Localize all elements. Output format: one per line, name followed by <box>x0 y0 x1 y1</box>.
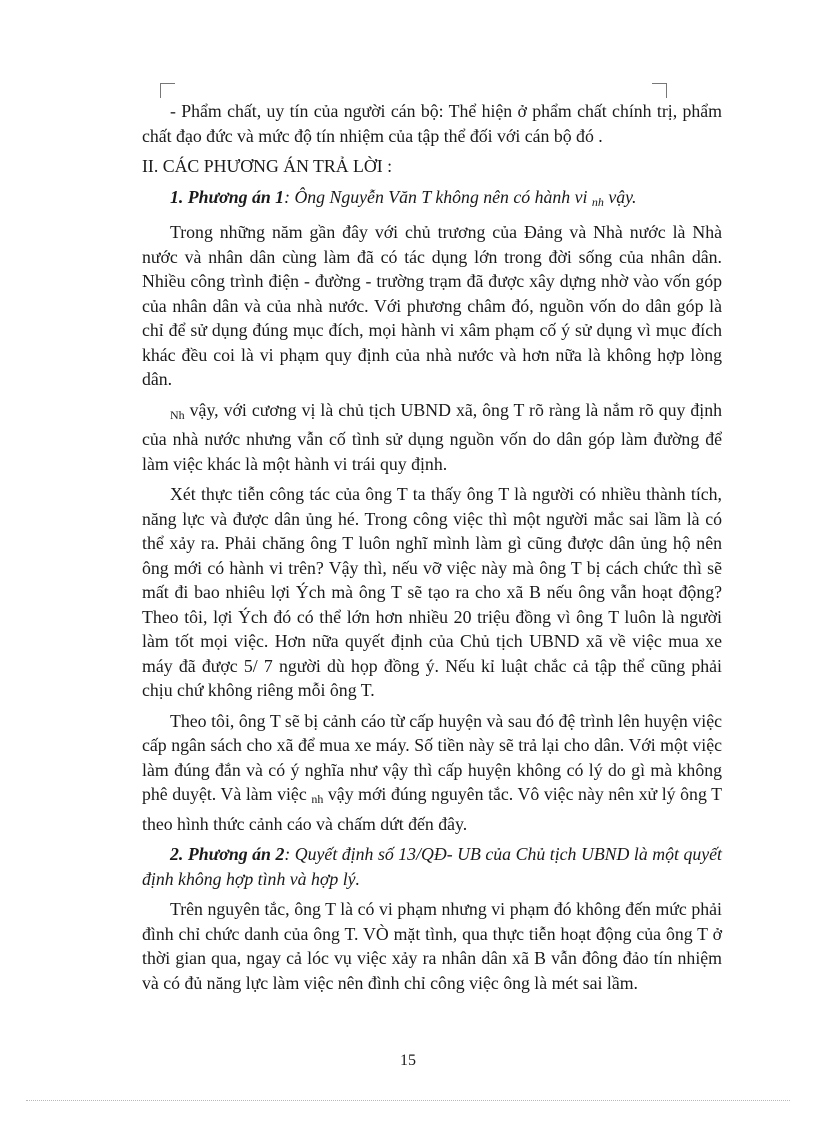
crop-mark-top-right <box>652 83 667 98</box>
option-2-label: 2. Phương án 2 <box>170 844 285 864</box>
paragraph-opinion-a: Theo tôi, ông T sẽ bị cảnh cáo từ cấp huyện và sau đó đệ trình lên huyện việc cấp ngân sách cho xã để mua xe máy. Số tiền này sẽ trả lại cho dân. Với một việc làm đúng đắn và có ý nghĩa như vậy thì cấp huyện không có lý do gì mà không phê duyệt. Và làm việc <box>142 710 722 804</box>
section-heading: II. CÁC PHƯƠNG ÁN TRẢ LỜI : <box>142 156 393 176</box>
paragraph-as-such-text: vậy, với cương vị là chủ tịch UBND xã, ông T rõ ràng là nắm rõ quy định của nhà nước nhưng vẫn cố tình sử dụng nguồn vốn do dân góp làm đường để làm việc khác là một hành vi trái quy định. <box>142 399 722 474</box>
paragraph-principle: Trên nguyên tắc, ông T là có vi phạm nhưng vi phạm đó không đến mức phải đình chỉ chức danh của ông T. VÒ mặt tình, qua thực tiễn hoạt động của ông T ở thời gian qua, ngay cả lóc vụ việc xảy ra nhân dân xã B vẫn đông đảo tín nhiệm và có đủ năng lực làm việc nên đình chỉ công việc ông là mét sai lầm. <box>142 899 722 993</box>
option-1-text-b: vậy. <box>603 186 637 207</box>
paragraph-opinion <box>142 709 722 837</box>
crop-mark-top-left <box>160 83 175 98</box>
option-1-label: 1. Phương án 1 <box>170 186 285 207</box>
paragraph-practice: Xét thực tiễn công tác của ông T ta thấy ông T là người có nhiều thành tích, năng lực và được dân ủng hé. Trong công việc thì một người mắc sai lầm là có thể xảy ra. Phải chăng ông T luôn nghĩ mình làm gì cũng được dân ủng hộ nên ông mới có hành vi trên? Vậy thì, nếu vỡ việc này mà ông T bị cách chức thì sẽ mất đi bao nhiêu lợi Ých mà ông T sẽ tạo ra cho xã B nếu ông vẫn hoạt động? Theo tôi, lợi Ých đó có thể lớn hơn nhiều 20 triệu đồng vì ông T luôn là người làm tốt mọi việc. Hơn nữa quyết định của Chủ tịch UBND xã về việc mua xe máy đã được 5/ 7 người dù họp đồng ý. Nếu kỉ luật chắc cả tập thể cũng phải chịu chứ không riêng mỗi ông T. <box>142 484 722 700</box>
paragraph-as-such-sub: Nh <box>170 407 185 422</box>
footer-divider <box>26 1100 790 1101</box>
paragraph-opinion-sub: nh <box>311 792 324 806</box>
option-2-text: : Quyết định số 13/QĐ- UB của Chủ tịch UBND là một quyết định không hợp tình và hợp lý. <box>142 844 722 889</box>
option-1-line <box>142 185 722 215</box>
paragraph-as-such <box>142 398 722 477</box>
option-1-text-a: : Ông Nguyễn Văn T không nên có hành vi <box>284 186 592 207</box>
paragraph-opinion-b: vậy mới đúng nguyên tắc. Vô việc này nên xử lý ông T theo hình thức cảnh cáo và chấm dứt đến đây. <box>142 784 722 834</box>
page-body <box>142 99 722 1001</box>
paragraph-quality: - Phẩm chất, uy tín của người cán bộ: Thể hiện ở phẩm chất chính trị, phẩm chất đạo đức và mức độ tín nhiệm của tập thể đối với cán bộ đó . <box>142 101 722 146</box>
paragraph-policy: Trong những năm gần đây với chủ trương của Đảng và Nhà nước là Nhà nước và nhân dân cùng làm đã có tác dụng lớn trong đời sống của nhân dân. Nhiều công trình điện - đường - trường trạm đã được xây dựng nhờ vào vốn góp của nhân dân và của nhà nước. Với phương châm đó, nguồn vốn do dân góp là chỉ để sử dụng đúng mục đích, mọi hành vi xâm phạm cố ý sử dụng vì mục đích khác đều coi là vi phạm quy định của nhà nước và hơn nữa là không hợp lòng dân. <box>142 222 722 389</box>
option-1-text-sub: nh <box>591 194 604 209</box>
option-2-line <box>142 842 722 891</box>
page-number: 15 <box>400 1052 416 1069</box>
